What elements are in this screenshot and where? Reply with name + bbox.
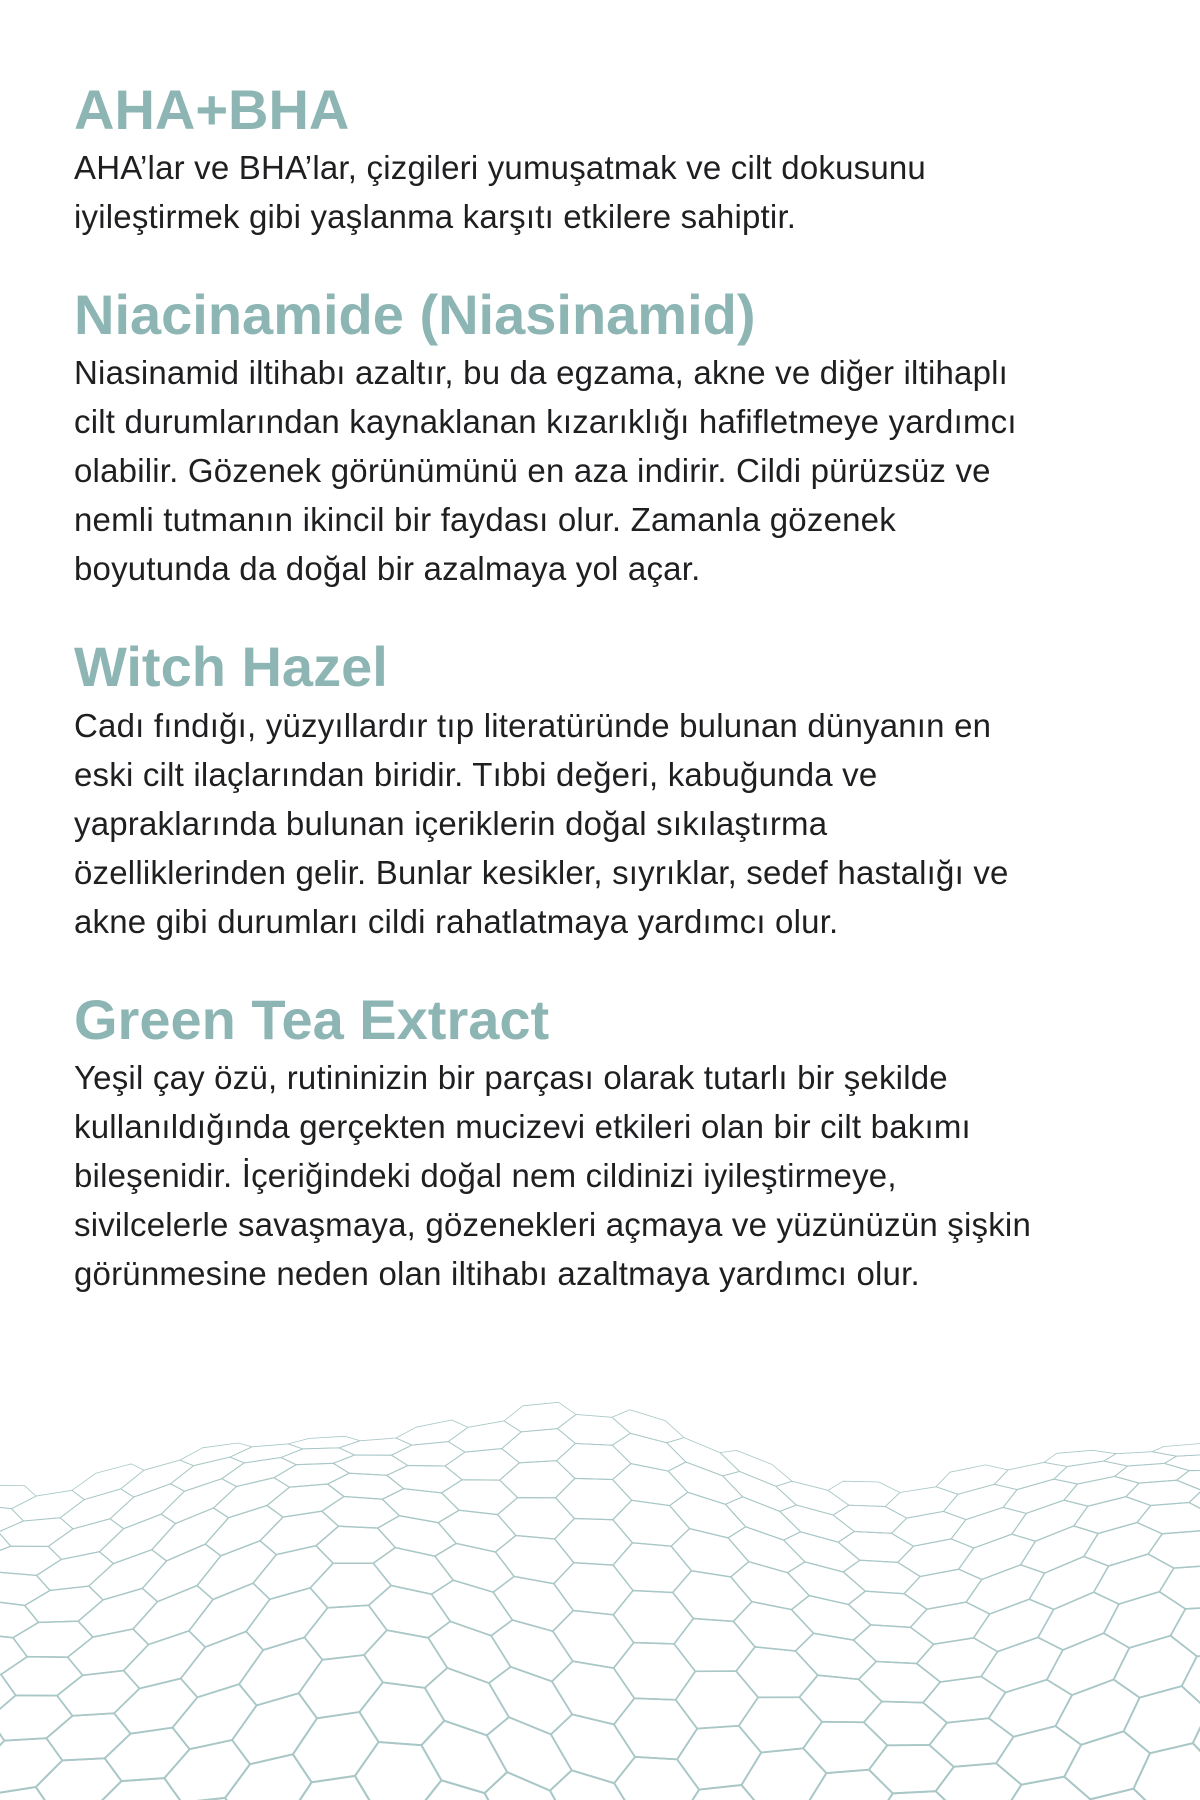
ingredient-description-witch-hazel: Cadı fındığı, yüzyıllardır tıp literatüründe bulunan dünyanın en eski cilt ilaçlarından biridir. Tıbbi değeri, kabuğunda ve yapraklarında bulunan içeriklerin doğal sıkılaştırma özelliklerinden gelir. Bunlar kesikler, sıyrıklar, sedef hastalığı ve akne gibi durumları cildi rahatlatmaya yardımcı olur. bbox=[74, 706, 1009, 940]
ingredient-section-witch-hazel bbox=[74, 633, 1130, 945]
ingredient-section-green-tea-extract bbox=[74, 986, 1130, 1298]
ingredient-description-green-tea-extract: Yeşil çay özü, rutininizin bir parçası olarak tutarlı bir şekilde kullanıldığında gerçekten mucizevi etkileri olan bir cilt bakımı bileşenidir. İçeriğindeki doğal nem cildinizi iyileştirmeye, sivilcelerle savaşmaya, gözenekleri açmaya ve yüzünüzün şişkin görünmesine neden olan iltihabı azaltmaya yardımcı olur. bbox=[74, 1058, 1031, 1292]
ingredient-heading-aha-bha: AHA+BHA bbox=[74, 78, 350, 141]
ingredient-section-aha-bha bbox=[74, 76, 1130, 241]
ingredient-heading-green-tea-extract: Green Tea Extract bbox=[74, 987, 550, 1051]
ingredient-description-aha-bha: AHA’lar ve BHA’lar, çizgileri yumuşatmak ve cilt dokusunu iyileştirmek gibi yaşlanma karşıtı etkilere sahiptir. bbox=[74, 149, 926, 236]
ingredient-section-niacinamide bbox=[74, 281, 1130, 593]
ingredient-heading-witch-hazel: Witch Hazel bbox=[74, 635, 388, 699]
ingredient-heading-niacinamide: Niacinamide (Niasinamid) bbox=[74, 283, 756, 347]
ingredient-description-niacinamide: Niasinamid iltihabı azaltır, bu da egzama, akne ve diğer iltihaplı cilt durumlarından kaynaklanan kızarıklığı hafifletmeye yardımcı olabilir. Gözenek görünümünü en aza indirir. Cildi pürüzsüz ve nemli tutmanın ikincil bir faydası olur. Zamanla gözenek boyutunda da doğal bir azalmaya yol açar. bbox=[74, 354, 1017, 588]
